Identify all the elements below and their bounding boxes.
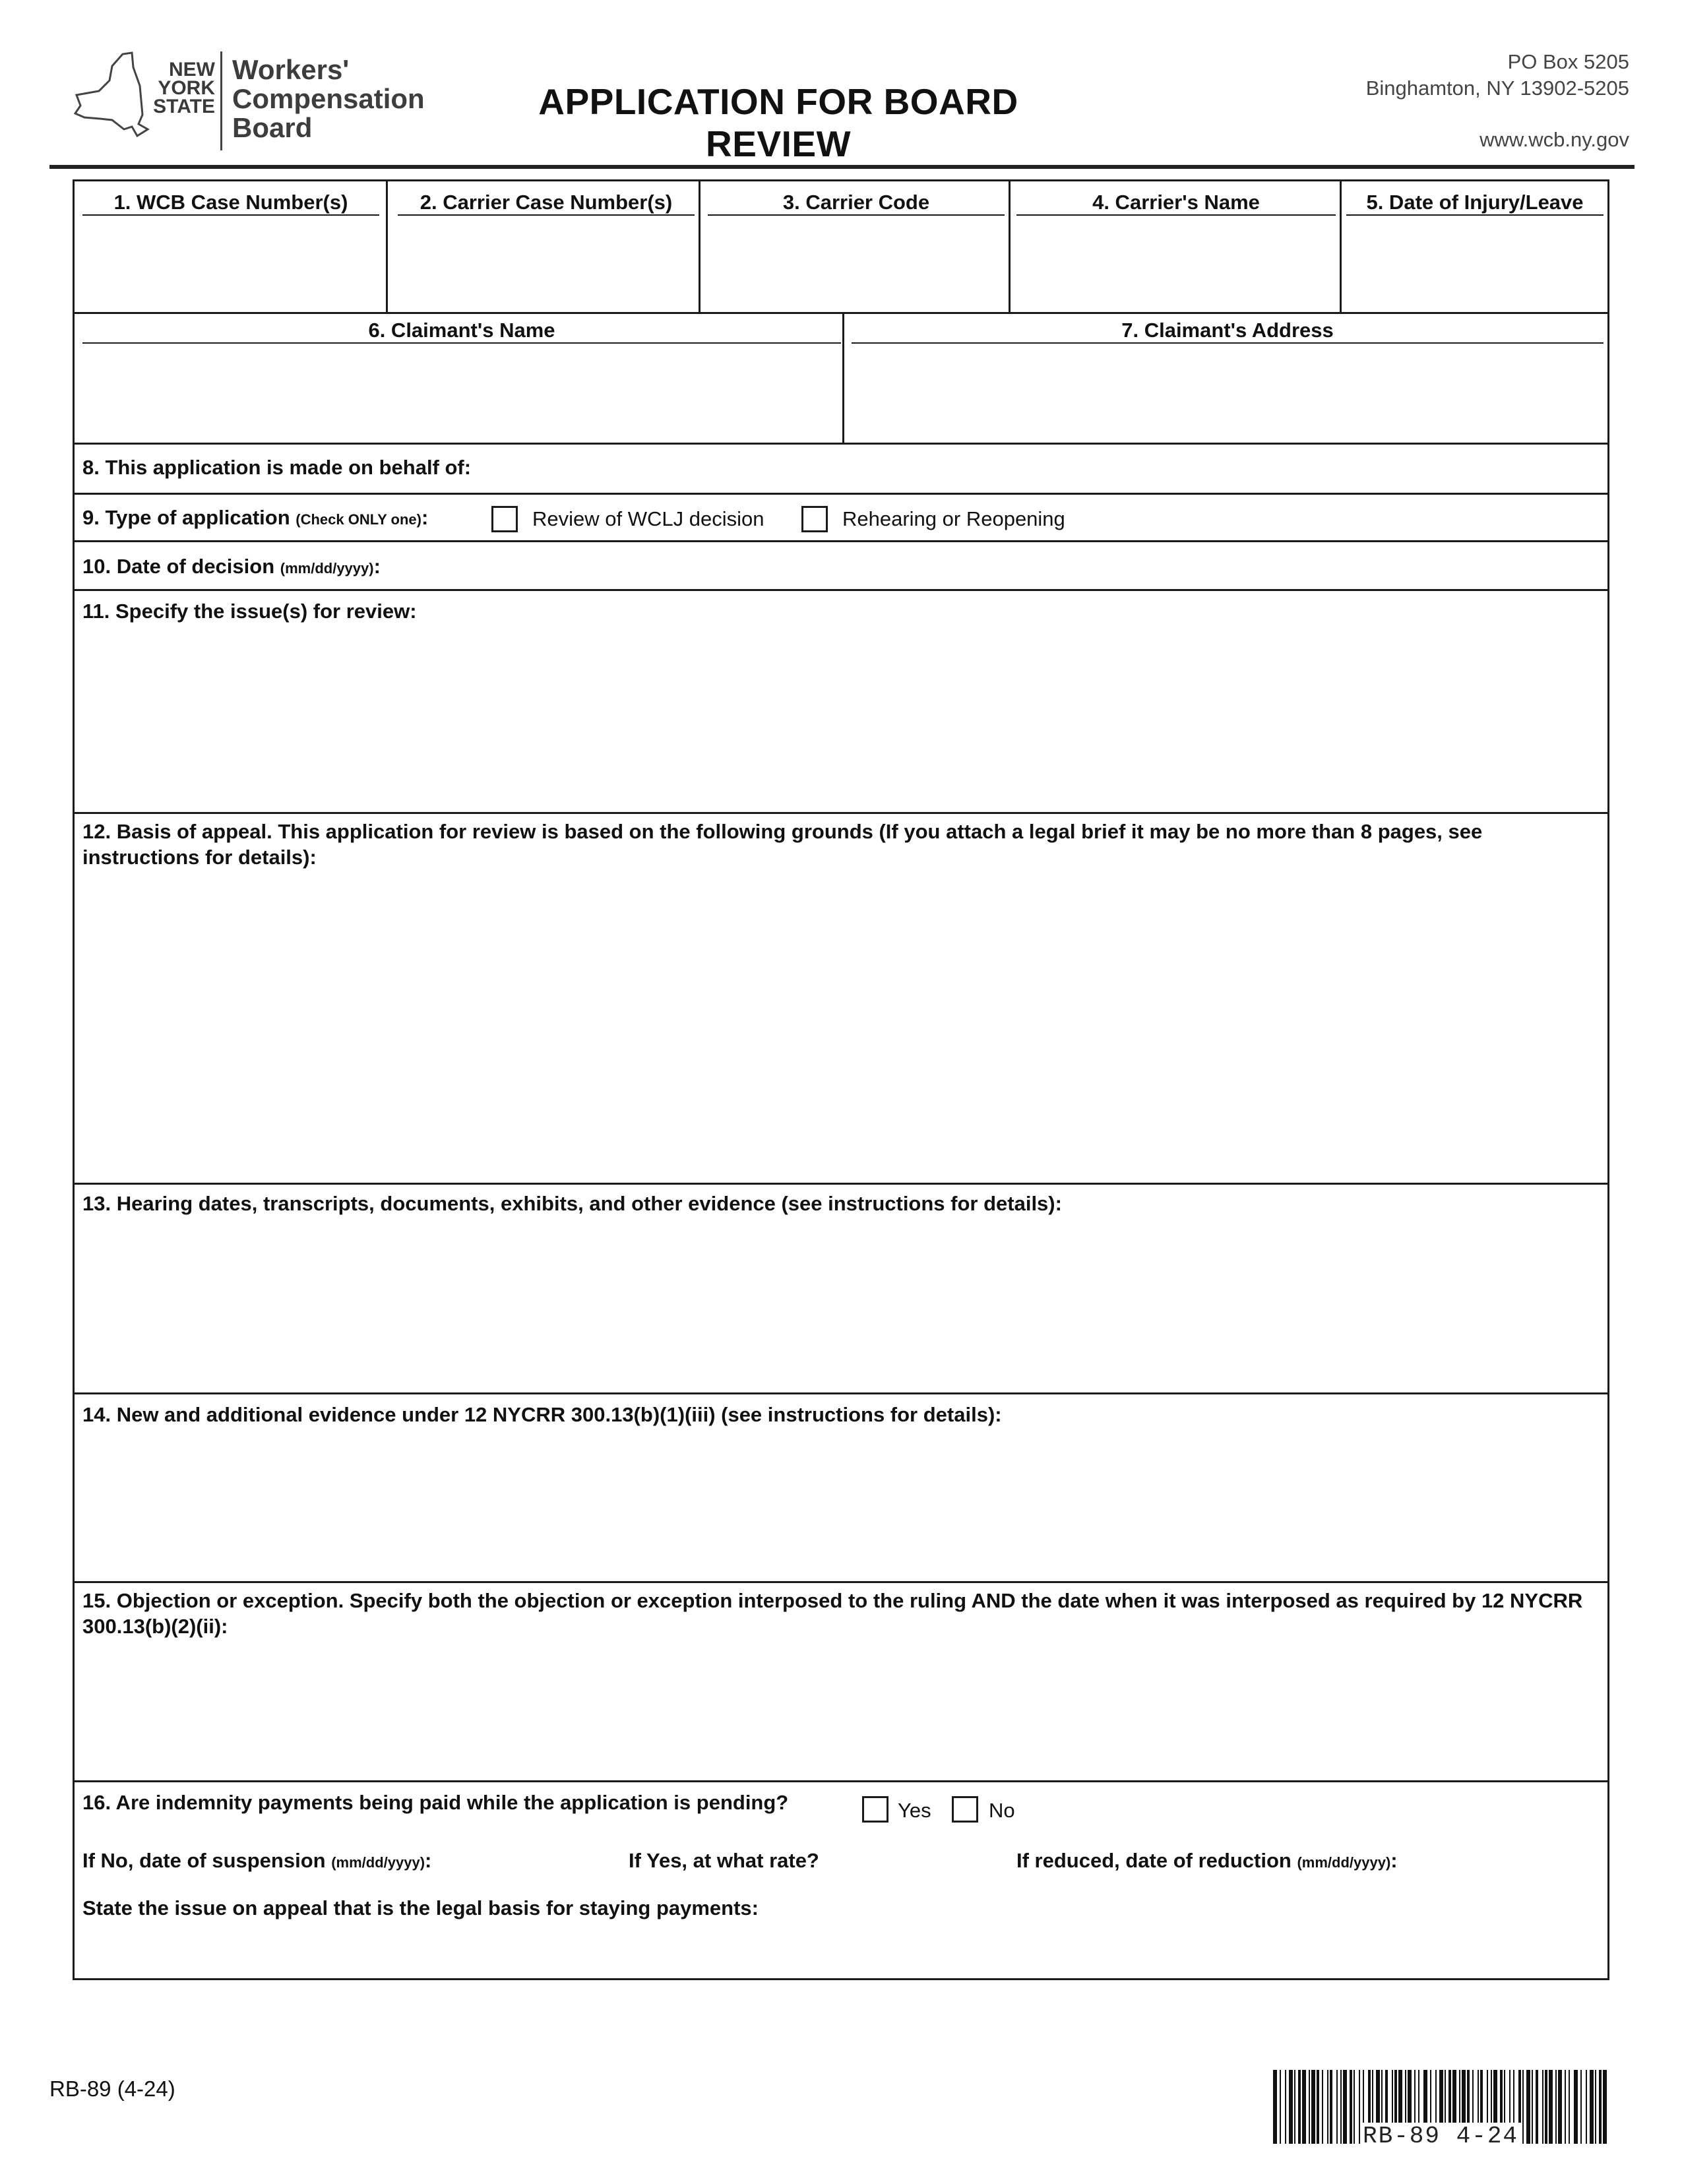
rehearing-reopening-label: Rehearing or Reopening bbox=[842, 507, 1065, 530]
field-date-of-decision: 10. Date of decision (mm/dd/yyyy): bbox=[82, 555, 381, 578]
field-carrier-code-label: 3. Carrier Code bbox=[708, 191, 1005, 216]
barcode-bar bbox=[1302, 2070, 1306, 2144]
field-date-of-injury-label: 5. Date of Injury/Leave bbox=[1346, 191, 1604, 216]
barcode-bar bbox=[1603, 2070, 1607, 2144]
date-of-reduction-label: If reduced, date of reduction bbox=[1016, 1849, 1292, 1872]
indemnity-no-label: No bbox=[989, 1799, 1015, 1822]
barcode-bar bbox=[1565, 2070, 1566, 2144]
barcode-bar bbox=[1569, 2070, 1570, 2144]
application-form bbox=[73, 179, 1609, 1980]
board-name bbox=[232, 55, 425, 142]
field-type-of-application: 9. Type of application (Check ONLY one): bbox=[82, 506, 429, 529]
date-of-suspension-label: If No, date of suspension bbox=[82, 1849, 326, 1872]
barcode-bar bbox=[1289, 2070, 1293, 2144]
field-on-behalf-of-label: 8. This application is made on behalf of: bbox=[82, 456, 472, 479]
field-date-of-suspension: If No, date of suspension (mm/dd/yyyy): bbox=[82, 1849, 432, 1872]
field-carrier-case-number-label: 2. Carrier Case Number(s) bbox=[398, 191, 695, 216]
barcode-bar bbox=[1574, 2070, 1578, 2144]
barcode-bar bbox=[1317, 2070, 1319, 2144]
barcode-bar bbox=[1590, 2070, 1594, 2144]
barcode-bar bbox=[1294, 2070, 1295, 2144]
field-basis-of-appeal-label: 12. Basis of appeal. This application for review is based on the following grounds (If you attach a legal brief it may be no more than 8 pages, see instructions for details): bbox=[82, 820, 1483, 869]
field-wcb-case-number-label: 1. WCB Case Number(s) bbox=[82, 191, 379, 216]
barcode-bar bbox=[1526, 2070, 1530, 2144]
logo-divider bbox=[220, 51, 222, 150]
field-indemnity-payments-label: 16. Are indemnity payments being paid while the application is pending? bbox=[82, 1791, 789, 1814]
indemnity-no-checkbox[interactable] bbox=[952, 1796, 978, 1823]
wcb-logo bbox=[71, 46, 441, 158]
barcode-bar bbox=[1522, 2070, 1524, 2144]
field-claimants-address-label: 7. Claimant's Address bbox=[852, 319, 1604, 344]
barcode-bar bbox=[1285, 2070, 1286, 2144]
board-name-line: Workers' bbox=[232, 54, 350, 85]
barcode-bar bbox=[1280, 2070, 1281, 2144]
logo-word-york: YORK bbox=[158, 77, 215, 99]
date-of-decision-label: 10. Date of decision bbox=[82, 555, 275, 578]
date-format-hint: (mm/dd/yyyy) bbox=[1297, 1854, 1391, 1871]
barcode-bar bbox=[1340, 2070, 1342, 2144]
barcode-bar bbox=[1336, 2070, 1338, 2144]
field-hearing-evidence-label: 13. Hearing dates, transcripts, documents, exhibits, and other evidence (see instructions for details): bbox=[82, 1192, 1062, 1215]
barcode-bar bbox=[1273, 2070, 1277, 2144]
barcode-bar bbox=[1309, 2070, 1310, 2144]
barcode-bar bbox=[1350, 2070, 1352, 2144]
field-date-of-reduction: If reduced, date of reduction (mm/dd/yyyy): bbox=[1016, 1849, 1398, 1872]
field-carriers-name-label: 4. Carrier's Name bbox=[1016, 191, 1336, 216]
website-link[interactable]: www.wcb.ny.gov bbox=[1480, 128, 1629, 151]
field-payment-rate-label: If Yes, at what rate? bbox=[629, 1849, 819, 1872]
type-of-application-label: 9. Type of application bbox=[82, 506, 290, 529]
barcode-bar bbox=[1354, 2070, 1355, 2144]
date-format-hint: (mm/dd/yyyy) bbox=[280, 560, 374, 577]
check-only-one-note: (Check ONLY one) bbox=[296, 511, 421, 528]
barcode-bar bbox=[1580, 2070, 1582, 2144]
barcode-text: RB-89 4-24 bbox=[1360, 2123, 1521, 2150]
barcode-bar bbox=[1298, 2070, 1301, 2144]
field-objection-exception-label: 15. Objection or exception. Specify both the objection or exception interposed to the ruling AND the date when it was interposed as required by 12 NYCRR 300.13(b)(2)(ii): bbox=[82, 1589, 1583, 1638]
review-wclj-decision-label: Review of WCLJ decision bbox=[532, 507, 764, 530]
review-wclj-decision-checkbox[interactable] bbox=[491, 506, 518, 532]
barcode-bar bbox=[1586, 2070, 1587, 2144]
barcode-bar bbox=[1545, 2070, 1547, 2144]
barcode-bar bbox=[1595, 2070, 1596, 2144]
barcode-bar bbox=[1536, 2070, 1538, 2144]
address-city: Binghamton, NY 13902-5205 bbox=[1365, 77, 1629, 100]
board-name-line: Compensation bbox=[232, 83, 425, 114]
logo-word-new: NEW bbox=[169, 59, 215, 80]
barcode-bar bbox=[1311, 2070, 1315, 2144]
ny-state-outline-icon bbox=[71, 51, 150, 144]
field-new-evidence-label: 14. New and additional evidence under 12 NYCRR 300.13(b)(1)(iii) (see instructions for details): bbox=[82, 1403, 1002, 1426]
logo-word-state: STATE bbox=[153, 96, 215, 117]
barcode-bar bbox=[1555, 2070, 1557, 2144]
form-title: APPLICATION FOR BOARD REVIEW bbox=[538, 81, 1018, 164]
date-format-hint: (mm/dd/yyyy) bbox=[331, 1854, 425, 1871]
form-id: RB-89 (4-24) bbox=[49, 2076, 175, 2101]
field-claimants-name-label: 6. Claimant's Name bbox=[82, 319, 841, 344]
field-issues-for-review-label: 11. Specify the issue(s) for review: bbox=[82, 600, 417, 623]
header-divider bbox=[49, 165, 1635, 169]
barcode-bar bbox=[1549, 2070, 1553, 2144]
barcode-bar bbox=[1558, 2070, 1562, 2144]
barcode-bar bbox=[1532, 2070, 1533, 2144]
indemnity-yes-label: Yes bbox=[898, 1799, 931, 1822]
barcode-bar bbox=[1327, 2070, 1328, 2144]
barcode-bar bbox=[1542, 2070, 1543, 2144]
barcode-bar bbox=[1330, 2070, 1332, 2144]
barcode-bar bbox=[1322, 2070, 1323, 2144]
address-po-box: PO Box 5205 bbox=[1507, 50, 1629, 73]
rehearing-reopening-checkbox[interactable] bbox=[801, 506, 828, 532]
field-stay-issue-label: State the issue on appeal that is the legal basis for staying payments: bbox=[82, 1896, 759, 1919]
board-name-line: Board bbox=[232, 112, 313, 143]
indemnity-yes-checkbox[interactable] bbox=[862, 1796, 888, 1823]
barcode-bar bbox=[1343, 2070, 1347, 2144]
barcode-bar bbox=[1599, 2070, 1602, 2144]
